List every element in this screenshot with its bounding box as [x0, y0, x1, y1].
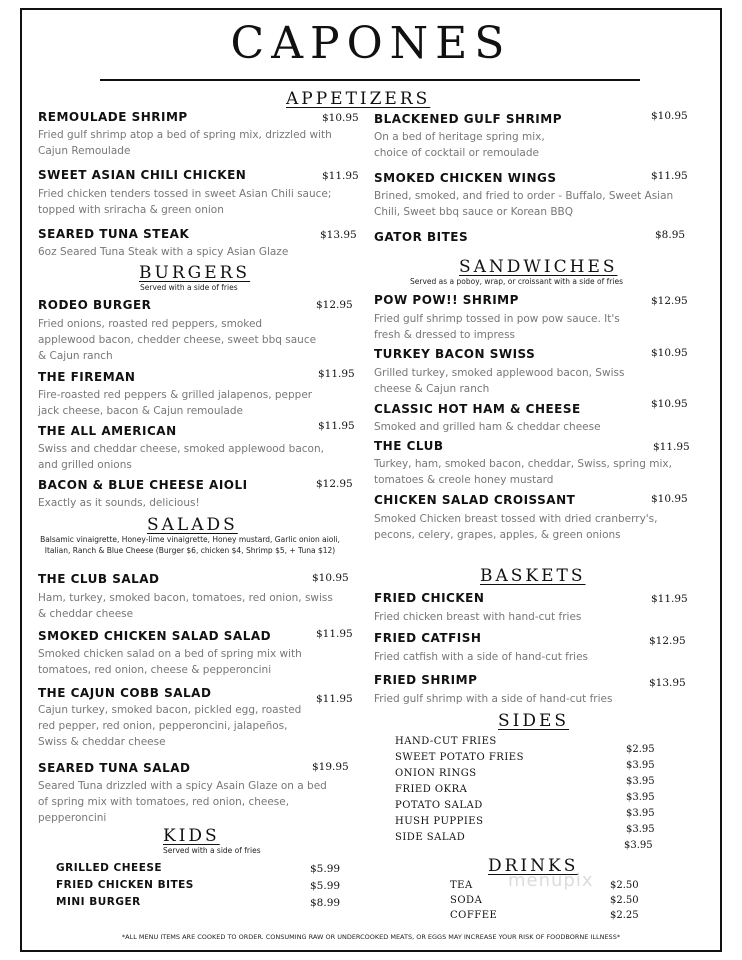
side-item-price: $3.95 — [626, 824, 655, 835]
menu-item-desc: Cajun turkey, smoked bacon, pickled egg, roasted red pepper, red onion, pepperoncini, jalapeños, Swiss & cheddar cheese — [38, 704, 302, 748]
menu-item-price: $12.95 — [316, 478, 353, 490]
menu-item-price: $10.95 — [651, 110, 688, 122]
kids-note: Served with a side of fries — [163, 846, 261, 855]
menu-item-desc: Swiss and cheddar cheese, smoked applewood bacon, and grilled onions — [38, 443, 324, 471]
menu-item-name: RODEO BURGER — [38, 298, 152, 312]
side-item-price: $2.95 — [626, 744, 655, 755]
menu-item-name: FRIED SHRIMP — [374, 673, 478, 687]
menu-item-price: $8.99 — [310, 897, 341, 909]
side-item-name: ONION RINGS — [395, 768, 477, 779]
menu-item-desc: Fried chicken breast with hand-cut fries — [374, 611, 582, 623]
appetizers-heading: APPETIZERS — [286, 89, 431, 109]
menu-item-desc: 6oz Seared Tuna Steak with a spicy Asian Glaze — [38, 246, 289, 258]
side-item-name: FRIED OKRA — [395, 784, 468, 795]
menu-item-name: THE CLUB — [374, 439, 444, 453]
menu-item-desc: Seared Tuna drizzled with a spicy Asain Glaze on a bed of spring mix with tomatoes, red onion, cheese, pepperoncini — [38, 780, 327, 824]
menu-item-name: GATOR BITES — [374, 230, 469, 244]
menu-item-desc: Exactly as it sounds, delicious! — [38, 497, 200, 509]
side-item-price: $3.95 — [626, 776, 655, 787]
menu-item-price: $10.95 — [322, 112, 359, 124]
menu-item-price: $10.95 — [651, 347, 688, 359]
menu-item-price: $11.95 — [316, 693, 353, 705]
menu-item-name: THE FIREMAN — [38, 370, 136, 384]
drinks-heading: DRINKS — [488, 856, 579, 876]
menu-item-name: THE ALL AMERICAN — [38, 424, 177, 438]
menu-item-desc: Brined, smoked, and fried to order - Buffalo, Sweet Asian Chili, Sweet bbq sauce or Korean BBQ — [374, 190, 674, 218]
menu-item-desc: Fried gulf shrimp tossed in pow pow sauce. It's fresh & dressed to impress — [374, 313, 620, 341]
restaurant-title: CAPONES — [230, 18, 512, 69]
menu-item-name: SEARED TUNA STEAK — [38, 227, 190, 241]
menu-item-desc: Fried onions, roasted red peppers, smoked applewood bacon, chedder cheese, sweet bbq sauce & Cajun ranch — [38, 318, 317, 362]
menu-item-name: BACON & BLUE CHEESE AIOLI — [38, 478, 248, 492]
drink-item-name: COFFEE — [450, 910, 498, 921]
title-rule — [100, 79, 640, 81]
side-item-price: $3.95 — [626, 760, 655, 771]
menu-item-desc: Smoked Chicken breast tossed with dried cranberry's, pecons, celery, grapes, apples, & green onions — [374, 513, 658, 541]
sandwiches-heading: SANDWICHES — [459, 257, 618, 277]
drink-item-name: SODA — [450, 895, 483, 906]
menu-item-name: SWEET ASIAN CHILI CHICKEN — [38, 168, 247, 182]
menu-item-name: MINI BURGER — [56, 896, 141, 908]
menu-item-name: BLACKENED GULF SHRIMP — [374, 112, 563, 126]
menu-item-desc: Smoked and grilled ham & cheddar cheese — [374, 421, 601, 433]
sandwiches-note: Served as a poboy, wrap, or croissant with a side of fries — [410, 277, 623, 286]
menu-item-name: REMOULADE SHRIMP — [38, 110, 188, 124]
menu-item-price: $5.99 — [310, 863, 341, 875]
kids-heading: KIDS — [163, 826, 220, 846]
menu-item-desc: Fried chicken tenders tossed in sweet Asian Chili sauce; topped with sriracha & green onion — [38, 188, 332, 216]
drink-item-price: $2.25 — [610, 910, 639, 921]
footer-disclaimer: *ALL MENU ITEMS ARE COOKED TO ORDER. CONSUMING RAW OR UNDERCOOKED MEATS, OR EGGS MAY INCREASE YOUR RISK OF FOODBORNE ILLNESS* — [121, 933, 621, 941]
menu-item-name: POW POW!! SHRIMP — [374, 293, 519, 307]
menu-item-desc: Fried gulf shrimp atop a bed of spring mix, drizzled with Cajun Remoulade — [38, 129, 332, 157]
menu-item-price: $11.95 — [651, 170, 688, 182]
menu-item-desc: Fried catfish with a side of hand-cut fries — [374, 651, 589, 663]
side-item-name: POTATO SALAD — [395, 800, 483, 811]
side-item-price: $3.95 — [624, 840, 653, 851]
menu-item-name: FRIED CHICKEN — [374, 591, 485, 605]
menu-item-price: $10.95 — [651, 398, 688, 410]
baskets-heading: BASKETS — [480, 566, 586, 586]
sides-heading: SIDES — [498, 711, 570, 731]
menu-item-desc: Smoked chicken salad on a bed of spring mix with tomatoes, red onion, cheese & pepperoncini — [38, 648, 302, 676]
menu-item-name: FRIED CHICKEN BITES — [56, 879, 194, 891]
menu-item-name: SMOKED CHICKEN SALAD SALAD — [38, 629, 272, 643]
menu-item-price: $11.95 — [316, 628, 353, 640]
salads-note: Balsamic vinaigrette, Honey-lime vinaigrette, Honey mustard, Garlic onion aioli, Italian, Ranch & Blue Cheese (Burger $6, chicken $4, Shrimp $5, + Tuna $12) — [40, 535, 340, 555]
menu-item-name: TURKEY BACON SWISS — [374, 347, 536, 361]
watermark-logo: menupix — [508, 870, 594, 891]
drink-item-price: $2.50 — [610, 895, 639, 906]
menu-item-name: FRIED CATFISH — [374, 631, 482, 645]
menu-item-desc: Fire-roasted red peppers & grilled jalapenos, pepper jack cheese, bacon & Cajun remoulade — [38, 389, 313, 417]
menu-item-desc: Grilled turkey, smoked applewood bacon, Swiss cheese & Cajun ranch — [374, 367, 625, 395]
menu-item-price: $12.95 — [651, 295, 688, 307]
menu-item-name: CHICKEN SALAD CROISSANT — [374, 493, 576, 507]
menu-item-price: $8.95 — [655, 229, 686, 241]
menu-item-price: $11.95 — [653, 441, 690, 453]
side-item-price: $3.95 — [626, 792, 655, 803]
menu-item-price: $13.95 — [649, 677, 686, 689]
menu-item-desc: Ham, turkey, smoked bacon, tomatoes, red onion, swiss & cheddar cheese — [38, 592, 333, 620]
drink-item-price: $2.50 — [610, 880, 639, 891]
side-item-name: HUSH PUPPIES — [395, 816, 484, 827]
side-item-name: SIDE SALAD — [395, 832, 466, 843]
menu-item-name: CLASSIC HOT HAM & CHEESE — [374, 402, 581, 416]
burgers-heading: BURGERS — [139, 263, 251, 283]
menu-item-price: $10.95 — [312, 572, 349, 584]
drink-item-name: TEA — [450, 880, 473, 891]
side-item-price: $3.95 — [626, 808, 655, 819]
menu-item-price: $11.95 — [651, 593, 688, 605]
menu-item-name: THE CAJUN COBB SALAD — [38, 686, 212, 700]
burgers-note: Served with a side of fries — [140, 283, 238, 292]
menu-item-price: $13.95 — [320, 229, 357, 241]
menu-item-desc: On a bed of heritage spring mix, choice of cocktail or remoulade — [374, 131, 545, 159]
menu-item-price: $11.95 — [322, 170, 359, 182]
menu-item-price: $12.95 — [316, 299, 353, 311]
menu-item-name: SMOKED CHICKEN WINGS — [374, 171, 557, 185]
menu-item-price: $19.95 — [312, 761, 349, 773]
menu-item-price: $5.99 — [310, 880, 341, 892]
menu-item-desc: Turkey, ham, smoked bacon, cheddar, Swiss, spring mix, tomatoes & creole honey mustard — [374, 458, 672, 486]
menu-item-name: THE CLUB SALAD — [38, 572, 160, 586]
menu-item-price: $10.95 — [651, 493, 688, 505]
side-item-name: SWEET POTATO FRIES — [395, 752, 524, 763]
menu-item-price: $12.95 — [649, 635, 686, 647]
menu-item-name: SEARED TUNA SALAD — [38, 761, 191, 775]
menu-item-price: $11.95 — [318, 368, 355, 380]
salads-heading: SALADS — [147, 515, 238, 535]
menu-item-name: GRILLED CHEESE — [56, 862, 163, 874]
menu-item-price: $11.95 — [318, 420, 355, 432]
menu-item-desc: Fried gulf shrimp with a side of hand-cut fries — [374, 693, 613, 705]
side-item-name: HAND-CUT FRIES — [395, 736, 497, 747]
